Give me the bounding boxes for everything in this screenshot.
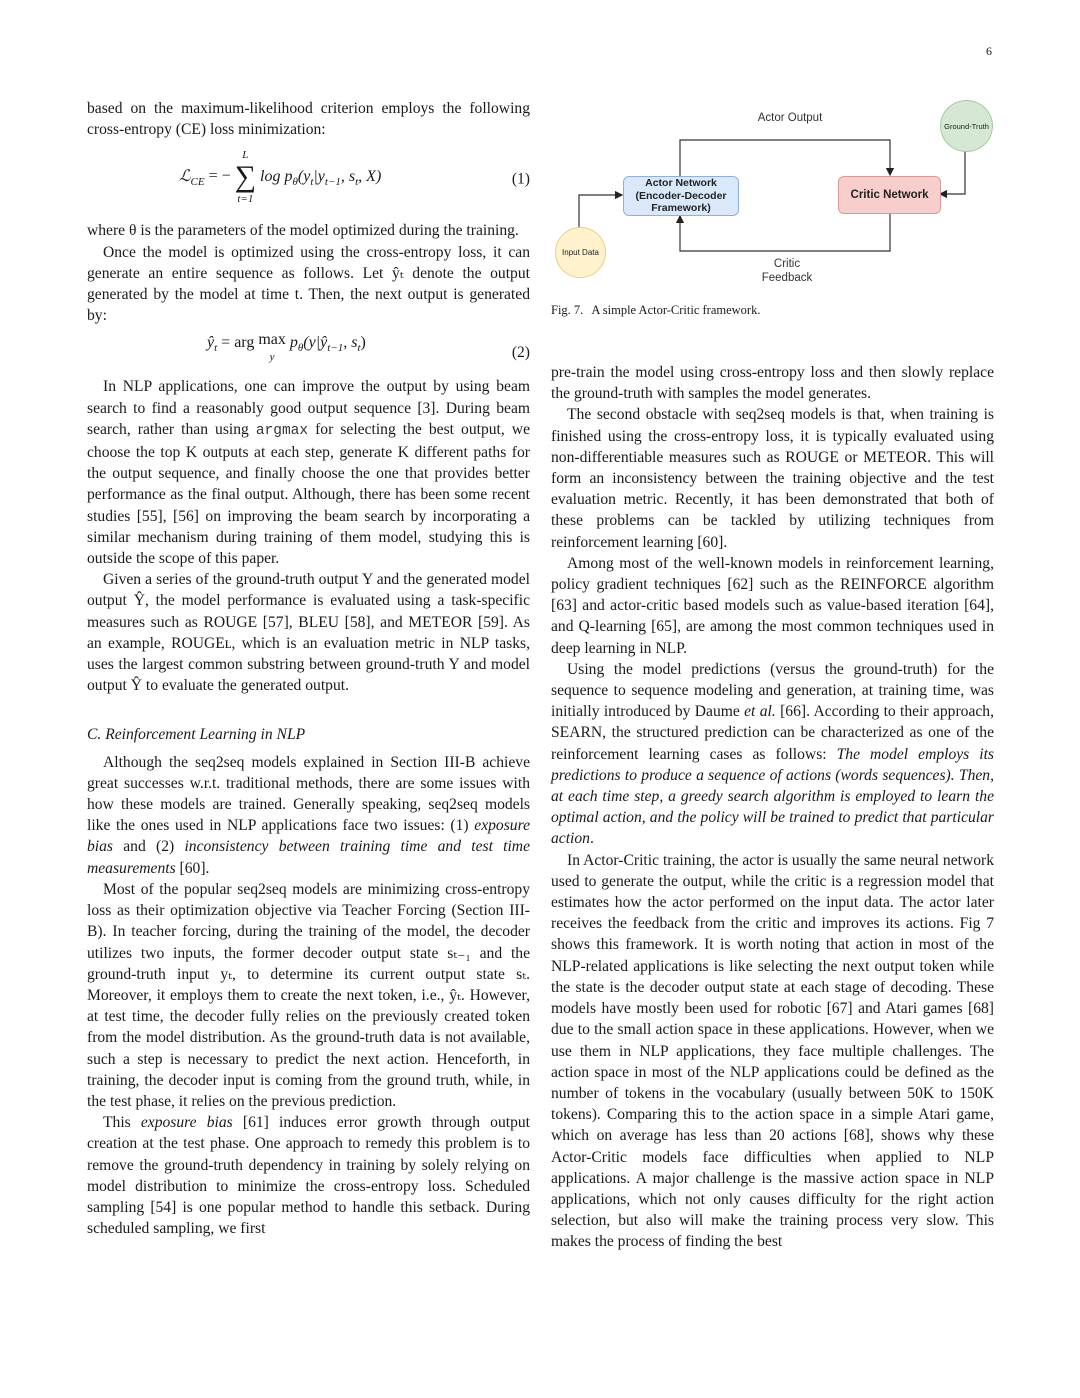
- summation-symbol: L ∑ t=1: [234, 149, 257, 206]
- paragraph: In NLP applications, one can improve the output by using beam search to find a reasonably good output sequence [3]. During beam search, rather than using argmax for selecting the best output, we choose the top K outputs at each step, generate K different paths for the output sequence, and finally choose the one that provides better performance as the final output. Although, there has been some recent studies [55], [56] on improving the beam search by incorporating a similar mechanism during training of them model, studying this is outside the scope of this paper.: [87, 378, 530, 568]
- equation-1: ℒ$_{CE}$ = − L ∑ t=1 $\log p_\theta(y_t|y_{t-1}$, $s_t$, X) (1): [179, 149, 530, 206]
- section-heading: C. Reinforcement Learning in NLP: [87, 726, 306, 744]
- actor-output-label: Actor Output: [757, 112, 823, 124]
- equation-2: $ŷ_t$ = arg max y $p_\theta(y|ŷ_{t-1}$, $s_t$) (2): [207, 331, 530, 364]
- paragraph: In Actor-Critic training, the actor is usually the same neural network used to generate the output, while the critic is a regression model that estimates how the actor performed on the input data. The actor later receives the feedback from the critic and improves its actions. Fig 7 shows this framework. It is worth noting that action in most of the NLP-related applications is like selecting the next output token while the state is the decoder output state at each stage of decoding. These models have mostly been used for robotic [67] and Atari games [68] due to the small action space in these applications. However, when we use them in NLP applications, they face multiple challenges. The action space in most of the NLP applications could be defined as the number of tokens in the vocabulary (usually between 50K to 150K tokens). Comparing this to the action space in a simple Atari game, which on average has less than 20 actions [68], shows why these Actor-Critic models face difficulties when applied to NLP applications. A major challenge is the massive action space in NLP applications, which not only causes difficulty for the right action selection, but also will make the training process very slow. This makes the process of finding the best: [551, 851, 994, 1251]
- actor-critic-diagram: [551, 100, 996, 330]
- figure-caption: Fig. 7. A simple Actor-Critic framework.: [551, 303, 761, 317]
- actor-network-node: Actor Network (Encoder-Decoder Framework): [623, 176, 739, 216]
- right-column: [551, 362, 994, 1253]
- paragraph: pre-train the model using cross-entropy loss and then slowly replace the ground-truth with samples the model generates.: [551, 364, 994, 403]
- paragraph: Once the model is optimized using the cross-entropy loss, it can generate an entire sequence as follows. Let ŷₜ denote the output generated by the model at time t. Then, the next output is generated by:: [87, 243, 530, 325]
- code-argmax: argmax: [255, 422, 309, 439]
- ground-truth-node: Ground-Truth: [940, 100, 993, 152]
- critic-feedback-label: Critic Feedback: [761, 258, 813, 284]
- equation-number: (1): [511, 170, 530, 188]
- paragraph: Among most of the well-known models in reinforcement learning, policy gradient techniques [62] such as the REINFORCE algorithm [63] and actor-critic based models such as value-based iteration [64], and Q-learning [65], are among the most common techniques used in deep learning in NLP.: [551, 554, 994, 657]
- equation-number: (2): [511, 344, 530, 362]
- eq1-lhs: ℒ$_{CE}$: [179, 168, 205, 189]
- paragraph: This exposure bias [61] induces error growth through output creation at the test phase. One approach to remedy this problem is to remove the ground-truth dependency in training by solely relying on model distribution to minimize the cross-entropy loss. Scheduled sampling [54] is one popular method to handle this setback. During scheduled sampling, we first: [87, 1114, 531, 1238]
- paragraph: based on the maximum-likelihood criterion employs the following cross-entropy (CE) loss minimization:: [87, 100, 530, 139]
- page-number: 6: [986, 44, 992, 58]
- diagram-connectors: [551, 100, 996, 330]
- paragraph: The second obstacle with seq2seq models is that, when training is finished using the cross-entropy loss, it is typically evaluated using non-differentiable measures such as ROUGE or METEOR. This will form an inconsistency between the training objective and the test evaluation metric. Recently, it has been demonstrated that both of these problems can be tackled by utilizing techniques from reinforcement learning [60].: [551, 406, 994, 551]
- paragraph: Although the seq2seq models explained in Section III-B achieve great successes w.r.t. traditional methods, there are some issues with how these models are trained. Generally speaking, seq2seq models like the ones used in NLP applications face two issues: (1) exposure bias and (2) inconsistency between training time and test time measurements [60].: [87, 753, 530, 877]
- eq1-body: $\log p_\theta(y_t|y_{t-1}$, $s_t$, X): [260, 168, 382, 189]
- paragraph: Using the model predictions (versus the ground-truth) for the sequence to sequence modeling and generation, at training time, was initially introduced by Daume et al. [66]. According to their approach, SEARN, the structured prediction can be characterized as one of the reinforcement learning cases as follows: The model employs its predictions to produce a sequence of actions (words sequences). Then, at each time step, a greedy search algorithm is employed to learn the optimal action, and the policy will be trained to predict that particular action.: [551, 660, 994, 848]
- paragraph: where θ is the parameters of the model optimized during the training.: [87, 222, 519, 240]
- paragraph: Most of the popular seq2seq models are minimizing cross-entropy loss as their optimization objective via Teacher Forcing (Section III-B). In teacher forcing, during the training of the model, the decoder utilizes two inputs, the former decoder output state sₜ₋₁ and the ground-truth input yₜ, to determine its current output state sₜ. Moreover, it employs them to create the next token, i.e., ŷₜ. However, at test time, the decoder fully relies on the previously created token from the model distribution. As the ground-truth data is not available, such a step is necessary to predict the next action. Henceforth, in training, the decoder input is coming from the ground truth, while, in the test phase, it relies on the previous prediction.: [87, 880, 530, 1110]
- left-column: [87, 98, 530, 1239]
- critic-network-node: Critic Network: [838, 176, 941, 214]
- input-data-node: Input Data: [555, 227, 606, 278]
- paragraph: Given a series of the ground-truth output Y and the generated model output Ŷ, the model performance is evaluated using a task-specific measures such as ROUGE [57], BLEU [58], and METEOR [59]. As an example, ROUGEʟ, which is an evaluation metric in NLP tasks, uses the largest common substring between ground-truth Y and model output Ŷ to evaluate the generated output.: [87, 571, 530, 695]
